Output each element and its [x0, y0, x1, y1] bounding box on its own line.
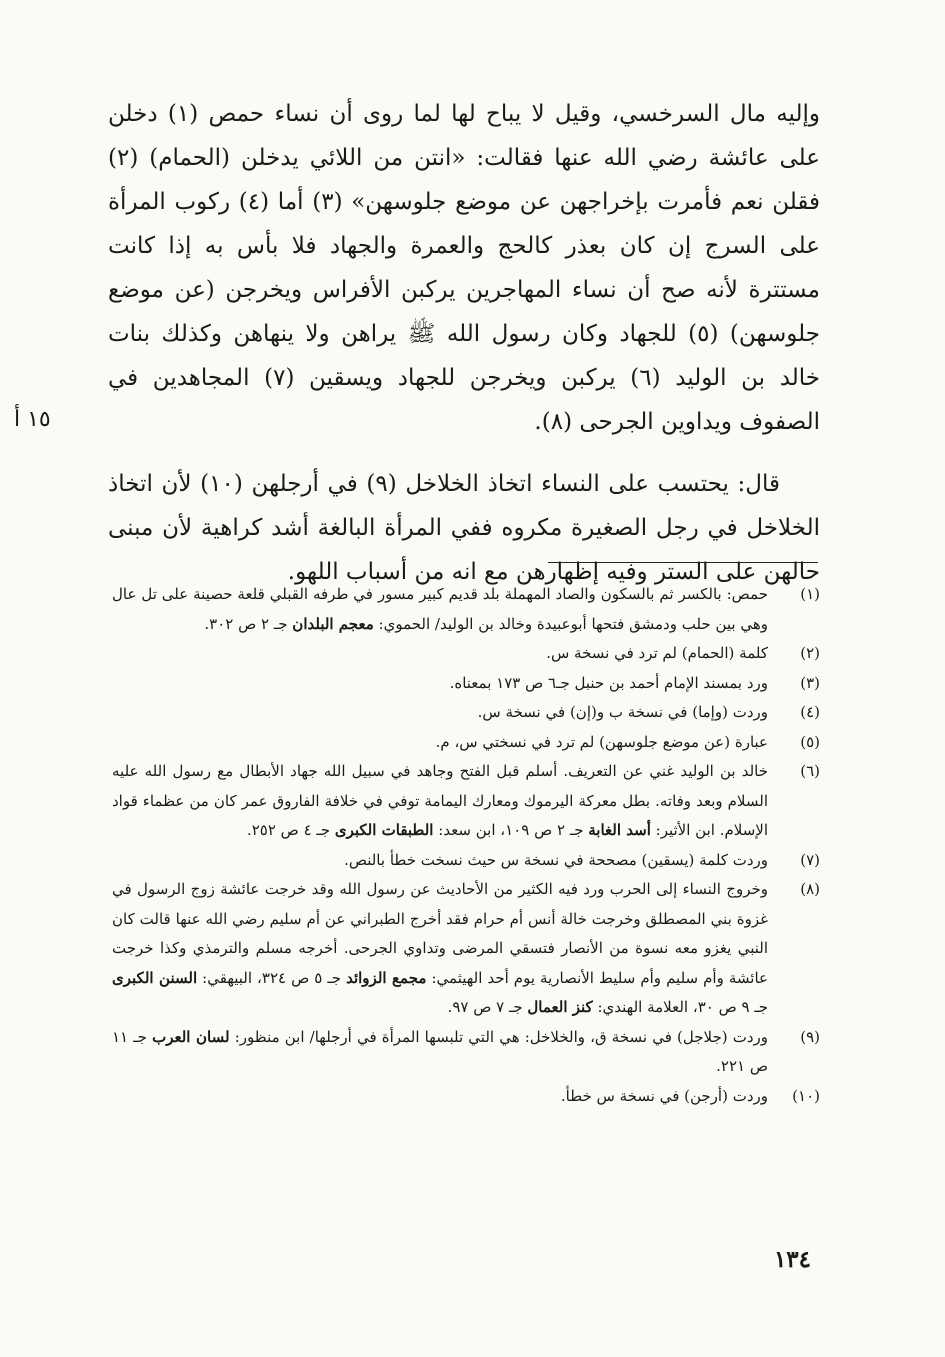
footnote-text: وردت كلمة (يسقين) مصححة في نسخة س حيث نسخت خطأ بالنص.	[344, 850, 768, 869]
footnote-number: (٨)	[800, 880, 820, 898]
footnote-text: وخروج النساء إلى الحرب ورد فيه الكثير من الأحاديث عن رسول الله وقد خرجت عائشة زوج الرسول في غزوة بني المصطلق وخرجت خالة أنس أم حرام فقد أخرج الطبراني عن أم سليم رضي الله عنها قالت كان النبي يغزو معه نسوة من الأنصار فتسقي المرضى وتداوي الجرحى. أخرجه مسلم والترمذي وكذا خرجت عائشة وأم سليم وأم سليط الأنصارية يوم أحد الهيثمي: مجمع الزوائد جـ ٥ ص ٣٢٤، البيهقي: السنن الكبرى جـ ٩ ص ٣٠، العلامة الهندي: كنز العمال جـ ٧ ص ٩٧.	[112, 880, 768, 1016]
footnote-text: وردت (وإما) في نسخة ب و(إن) في نسخة س.	[477, 703, 768, 721]
source-title: مجمع الزوائد	[346, 968, 427, 987]
page-number: ١٣٤	[773, 1246, 811, 1273]
footnote-item	[112, 757, 820, 846]
paragraph-2: قال: يحتسب على النساء اتخاذ الخلاخل (٩) في أرجلهن (١٠) لأن اتخاذ الخلاخل في رجل الصغيرة مكروه ففي المرأة البالغة أشد كراهية لأن مبنى حالهن على الستر وفيه إظهارهن مع انه من أسباب اللهو.	[108, 471, 820, 585]
footnote-item	[112, 698, 820, 728]
footnote-item	[112, 1023, 820, 1082]
footnote-item	[112, 846, 820, 876]
footnote-text: ورد بمسند الإمام أحمد بن حنبل جـ٦ ص ١٧٣ بمعناه.	[449, 673, 768, 692]
footnote-item	[112, 669, 820, 699]
footnote-number: (٥)	[800, 732, 820, 751]
source-title: السنن الكبرى	[112, 968, 198, 987]
footnote-separator	[548, 562, 818, 563]
source-title: معجم البلدان	[292, 614, 374, 633]
source-title: الطبقات الكبرى	[334, 821, 434, 839]
footnote-number: (٤)	[800, 703, 820, 721]
footnote-text: حمص: بالكسر ثم بالسكون والصاد المهملة بلد قديم كبير مسور في طرفه القبلي قلعة حصينة على تل عال وهي بين حلب ودمشق فتحها أبوعبيدة وخالد بن الوليد/ الحموي: معجم البلدان جـ ٢ ص ٣٠٢.	[112, 585, 768, 633]
main-text	[108, 92, 820, 594]
footnote-number: (٧)	[800, 850, 820, 869]
footnote-text: وردت (جلاجل) في نسخة ق، والخلاخل: هي التي تلبسها المرأة في أرجلها/ ابن منظور: لسان العرب جـ ١١ ص ٢٢١.	[112, 1027, 768, 1075]
footnote-number: (٩)	[800, 1027, 820, 1046]
footnote-number: (٢)	[800, 644, 820, 662]
source-title: كنز العمال	[527, 998, 593, 1016]
footnote-text: عبارة (عن موضع جلوسهن) لم ترد في نسختي س، م.	[435, 732, 768, 751]
footnote-item	[112, 639, 820, 669]
footnote-number: (١٠)	[792, 1086, 820, 1105]
footnote-item	[112, 875, 820, 1023]
footnote-text: وردت (أرجن) في نسخة س خطأ.	[560, 1086, 768, 1105]
paragraph-1: وإليه مال السرخسي، وقيل لا يباح لها لما روى أن نساء حمص (١) دخلن على عائشة رضي الله عنها فقالت: «انتن من اللائي يدخلن (الحمام) (٢) فقلن نعم فأمرت بإخراجهن عن موضع جلوسهن» (٣) أما (٤) ركوب المرأة على السرج إن كان بعذر كالحج والعمرة والجهاد فلا بأس به إذا كانت مستترة لأنه صح أن نساء المهاجرين يركبن الأفراس ويخرجن (عن موضع جلوسهن) (٥) للجهاد وكان رسول الله ﷺ يراهن ولا ينهاهن وكذلك بنات خالد بن الوليد (٦) يركبن ويخرجن للجهاد ويسقين (٧) المجاهدين في الصفوف ويداوين الجرحى (٨).	[108, 101, 821, 435]
footnote-item	[112, 580, 820, 639]
footnote-text: خالد بن الوليد غني عن التعريف. أسلم قبل الفتح وجاهد في سبيل الله جهاد الأبطال مع رسول الله عليه السلام وبعد وفاته. بطل معركة اليرموك ومعارك اليمامة توفي في خلافة الفاروق عمر كان من عظماء قواد الإسلام. ابن الأثير: أسد الغابة جـ ٢ ص ١٠٩، ابن سعد: الطبقات الكبرى جـ ٤ ص ٢٥٢.	[112, 762, 768, 839]
footnote-text: كلمة (الحمام) لم ترد في نسخة س.	[546, 644, 768, 662]
footnotes	[112, 580, 820, 1111]
footnote-number: (٦)	[800, 762, 820, 780]
source-title: لسان العرب	[152, 1027, 230, 1046]
footnote-number: (١)	[800, 585, 820, 603]
margin-folio-note: ١٥ أ	[14, 407, 51, 432]
footnote-number: (٣)	[800, 673, 820, 692]
footnote-item	[112, 728, 820, 758]
footnote-item	[112, 1082, 820, 1112]
source-title: أسد الغابة	[588, 821, 651, 839]
